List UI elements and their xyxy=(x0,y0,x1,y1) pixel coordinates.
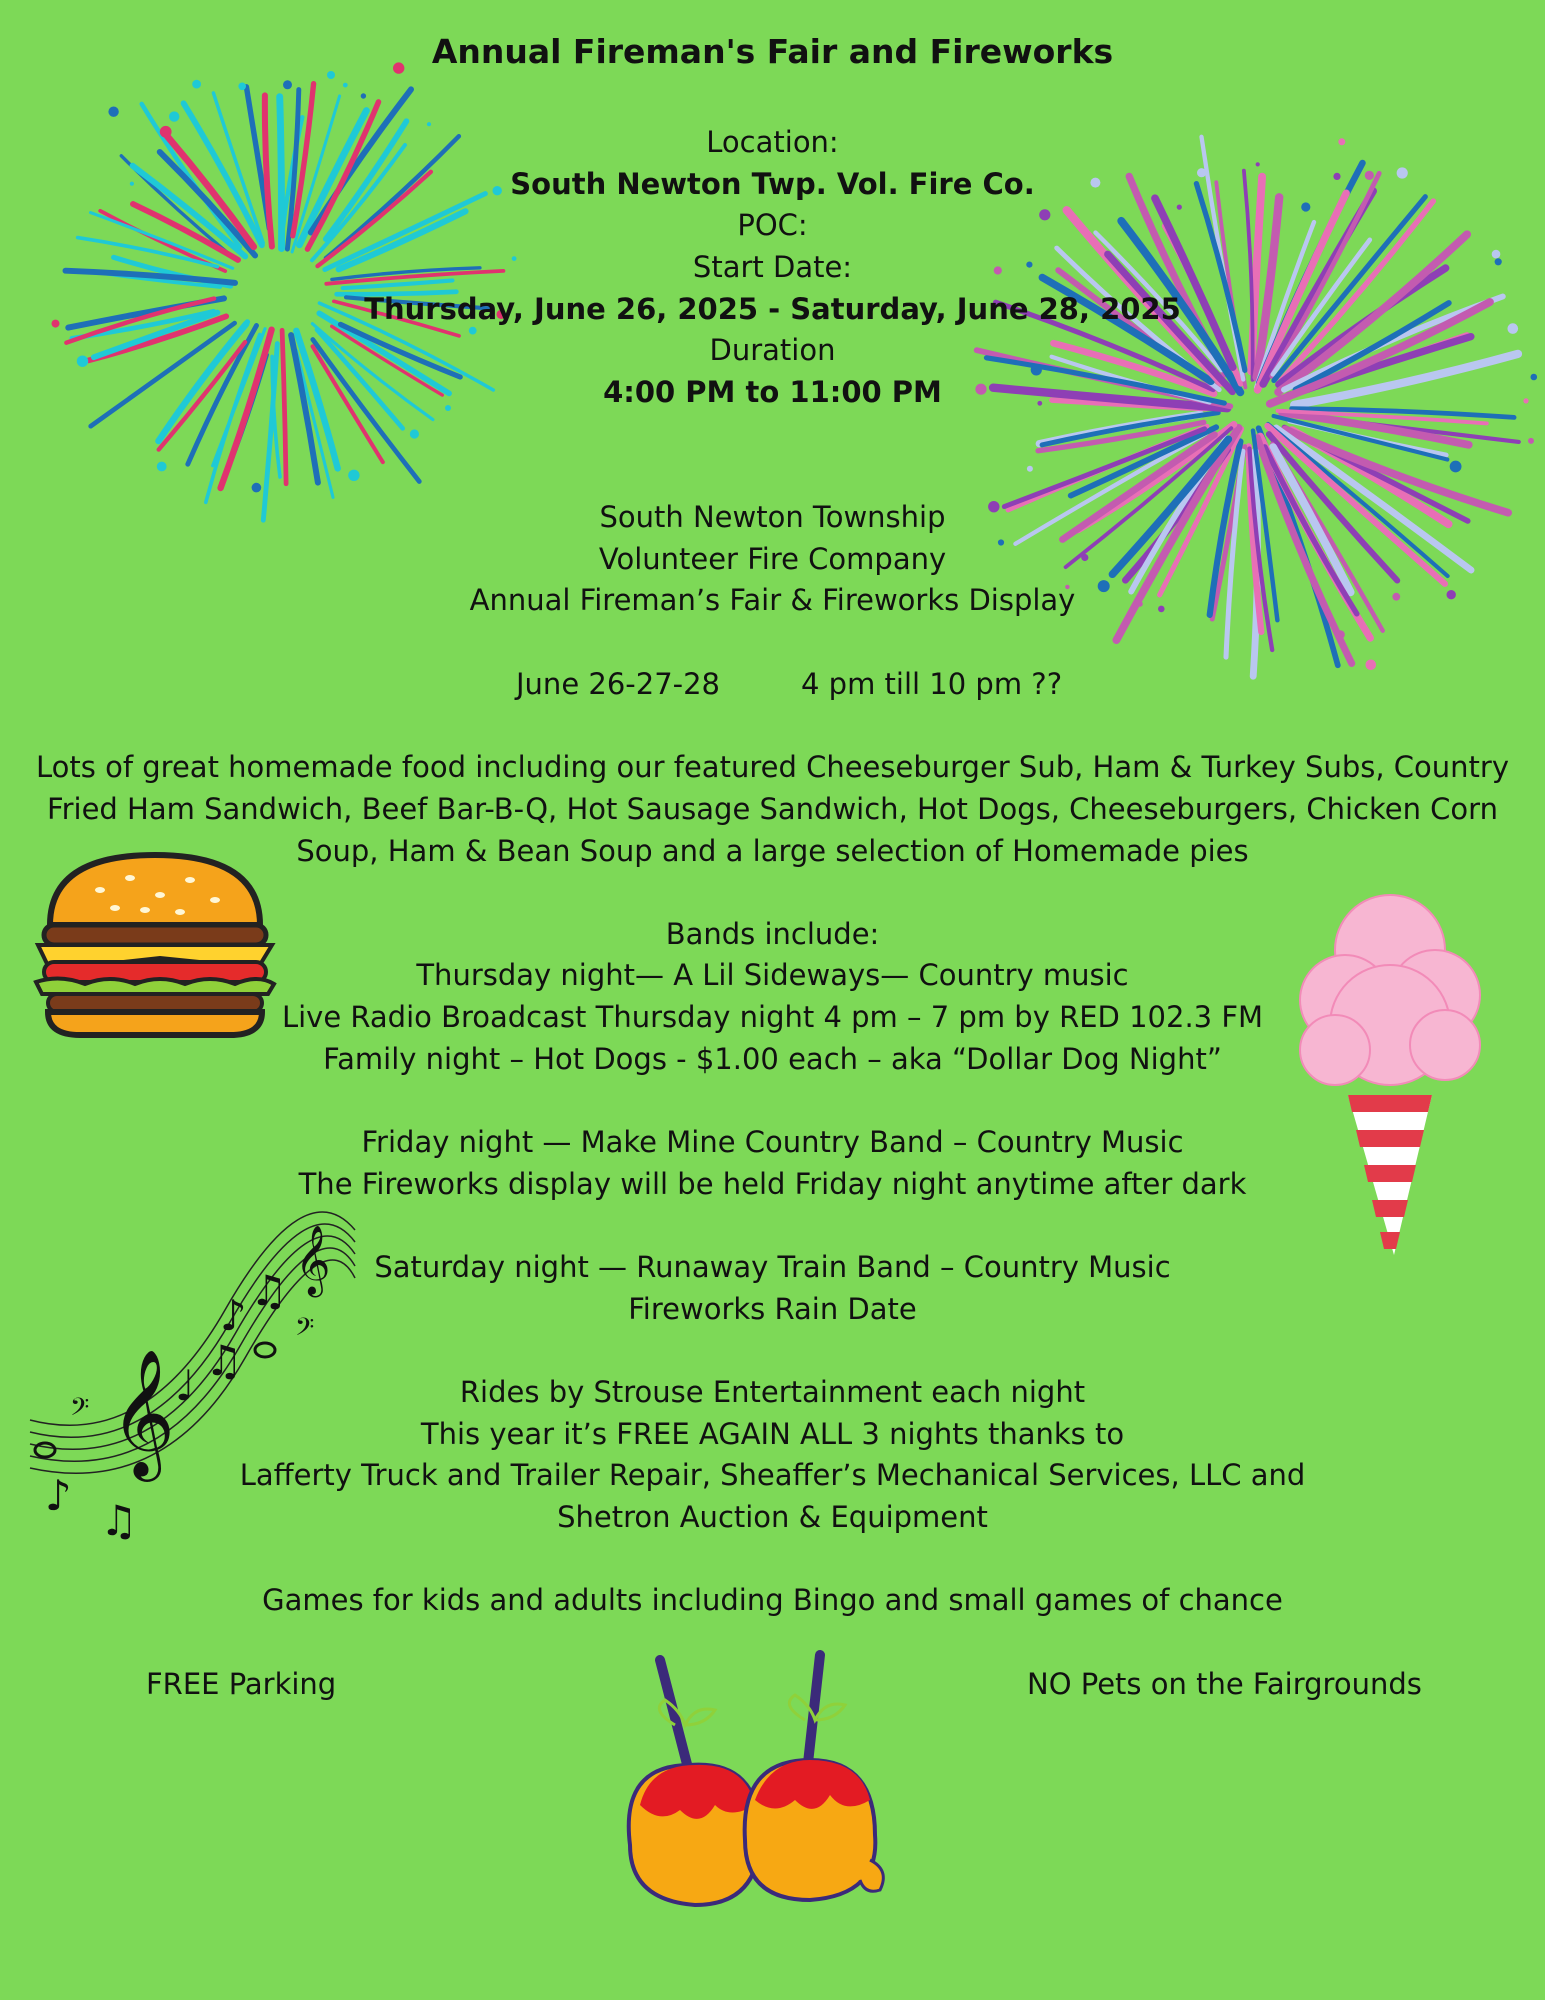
firework-spark xyxy=(192,80,201,89)
free-parking: FREE Parking xyxy=(146,1667,337,1701)
svg-text:♪: ♪ xyxy=(220,1291,247,1340)
duration-value: 4:00 PM to 11:00 PM xyxy=(603,375,942,409)
location-label: Location: xyxy=(706,125,839,159)
fireworks-note: The Fireworks display will be held Friday night anytime after dark xyxy=(298,1167,1247,1201)
firework-spark xyxy=(410,429,419,438)
intro-line-3: Annual Fireman’s Fair & Fireworks Display xyxy=(469,583,1076,617)
svg-text:♪: ♪ xyxy=(45,1471,72,1520)
no-pets: NO Pets on the Fairgrounds xyxy=(1027,1667,1422,1701)
food-description: Lots of great homemade food including our featured Cheeseburger Sub, Ham & Turkey Subs, Country Fried Ham Sandwich, Beef Bar-B-Q, Hot Sausage Sandwich, Hot Dogs, Cheeseburgers, Chicken Corn Soup, Ham & Bean Soup and a large selection of Homemade pies xyxy=(36,750,1509,868)
rides-line-4: Shetron Auction & Equipment xyxy=(557,1500,988,1534)
games-line: Games for kids and adults including Bingo and small games of chance xyxy=(262,1583,1283,1617)
svg-text:♫: ♫ xyxy=(100,1496,138,1545)
rides-line-2: This year it’s FREE AGAIN ALL 3 nights thanks to xyxy=(420,1417,1125,1451)
poc-label: POC: xyxy=(737,208,808,242)
firework-spark xyxy=(252,483,262,493)
bands-radio: Live Radio Broadcast Thursday night 4 pm – 7 pm by RED 102.3 FM xyxy=(281,1000,1264,1034)
svg-text:𝄞: 𝄞 xyxy=(295,1225,331,1295)
bands-saturday: Saturday night — Runaway Train Band – Country Music xyxy=(374,1250,1171,1284)
firework-spark xyxy=(343,83,348,88)
bands-friday: Friday night — Make Mine Country Band – Country Music xyxy=(361,1125,1184,1159)
start-date-value: Thursday, June 26, 2025 - Saturday, June 28, 2025 xyxy=(364,292,1181,326)
duration-label: Duration xyxy=(709,333,836,367)
firework-spark xyxy=(157,462,167,472)
svg-text:♩: ♩ xyxy=(175,1361,195,1410)
firework-spark xyxy=(108,107,118,117)
firework-spark xyxy=(1027,466,1033,472)
firework-spark xyxy=(238,83,246,91)
intro-line-1: South Newton Township xyxy=(599,500,946,534)
location-value: South Newton Twp. Vol. Fire Co. xyxy=(510,167,1035,201)
svg-text:♫: ♫ xyxy=(250,1266,288,1315)
svg-text:𝄢: 𝄢 xyxy=(70,1393,90,1428)
svg-text:♫: ♫ xyxy=(205,1336,243,1385)
rides-line-3: Lafferty Truck and Trailer Repair, Sheaffer’s Mechanical Services, LLC and xyxy=(239,1458,1306,1492)
bands-heading: Bands include: xyxy=(665,917,880,951)
bands-family-night: Family night – Hot Dogs - $1.00 each – aka “Dollar Dog Night” xyxy=(323,1042,1222,1076)
svg-text:𝄢: 𝄢 xyxy=(295,1313,315,1348)
firework-spark xyxy=(361,93,366,98)
intro-line-2: Volunteer Fire Company xyxy=(598,542,947,576)
fireworks-rain-date: Fireworks Rain Date xyxy=(628,1292,917,1326)
svg-text:𝄞: 𝄞 xyxy=(110,1348,176,1476)
firework-spark xyxy=(1528,438,1534,444)
start-date-label: Start Date: xyxy=(692,250,853,284)
bands-thursday: Thursday night— A Lil Sideways— Country music xyxy=(416,958,1129,992)
firework-spark xyxy=(283,80,292,89)
firework-spark xyxy=(1450,461,1462,473)
intro-hours: 4 pm till 10 pm ?? xyxy=(801,667,1063,701)
firework-spark xyxy=(327,71,335,79)
firework-spark xyxy=(1366,660,1377,671)
rides-line-1: Rides by Strouse Entertainment each night xyxy=(459,1375,1086,1409)
page-title: Annual Fireman's Fair and Fireworks xyxy=(431,32,1114,71)
intro-dates: June 26-27-28 xyxy=(516,667,721,701)
firework-spark xyxy=(348,470,359,481)
firework-spark xyxy=(169,111,179,121)
caramel-apples-icon xyxy=(620,1645,895,1920)
